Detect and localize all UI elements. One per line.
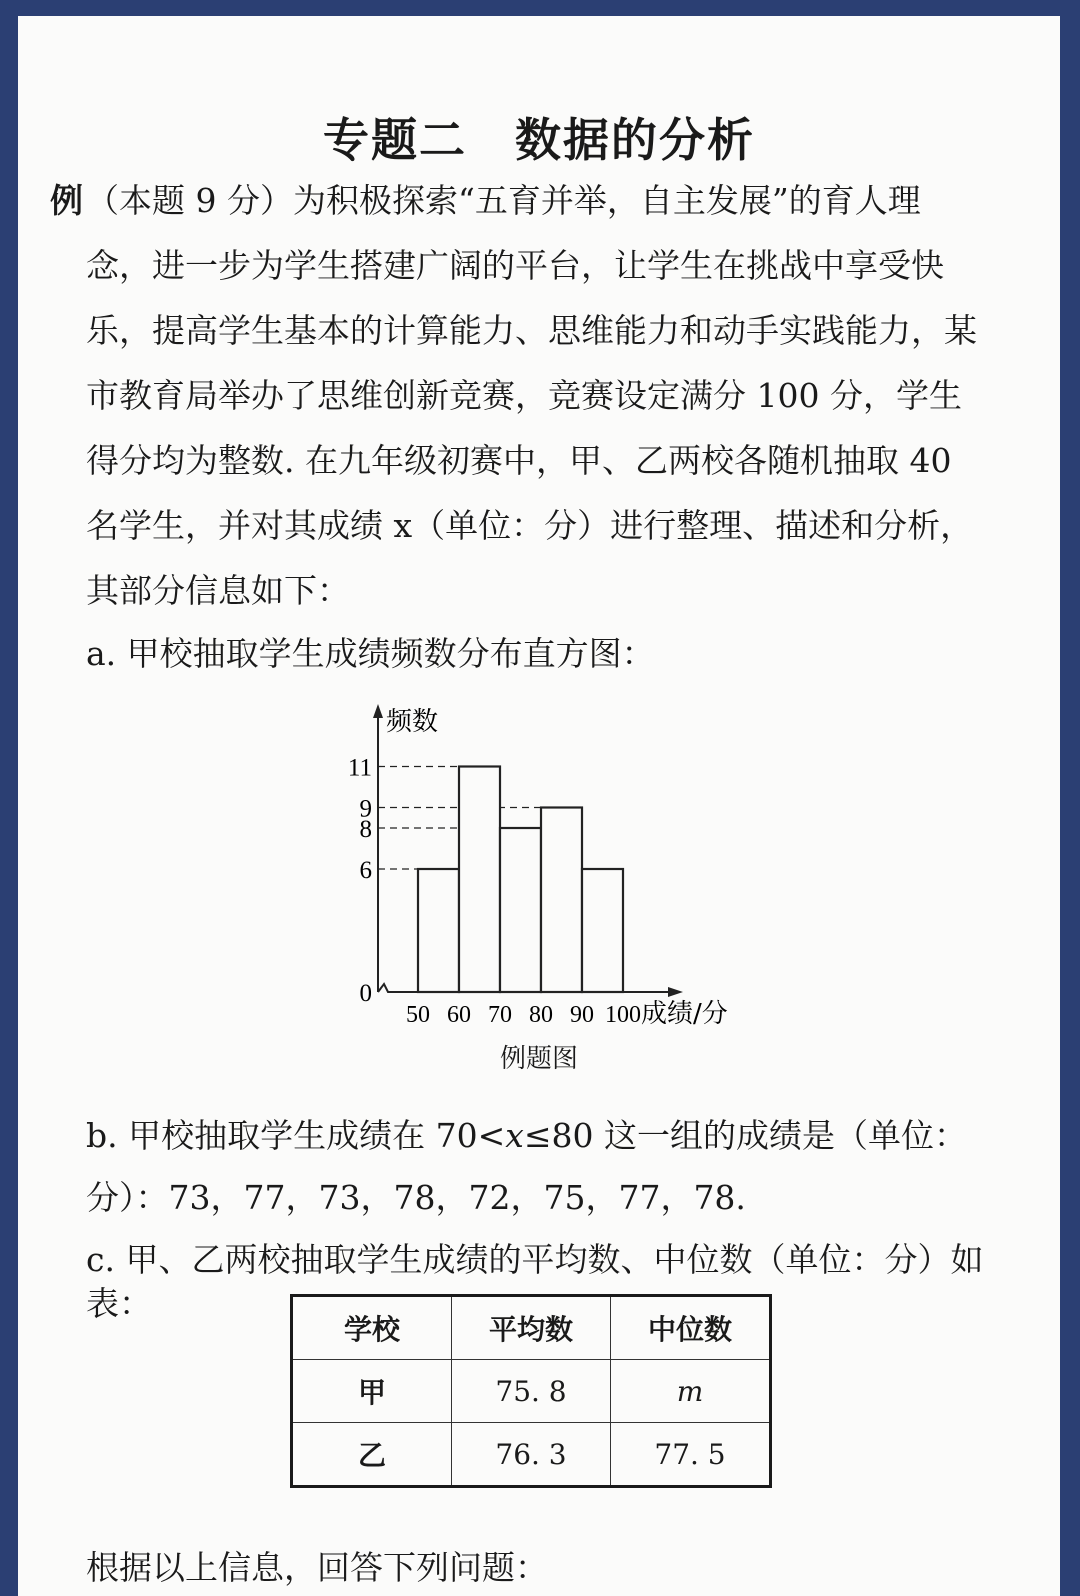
x-axis-arrow <box>668 987 683 997</box>
page-title: 专题二 数据的分析 <box>323 113 755 167</box>
header-median: 中位数 <box>611 1296 771 1360</box>
x-tick-label: 100 <box>605 1002 641 1028</box>
histogram-chart <box>338 692 778 1032</box>
item-b-variable: x <box>505 1116 524 1155</box>
y-axis-label: 频数 <box>386 707 439 737</box>
histogram-bar <box>459 767 500 993</box>
x-tick-label: 60 <box>447 1002 471 1028</box>
x-axis-label: 成绩/分 <box>641 999 728 1029</box>
y-tick-label: 6 <box>359 857 372 884</box>
y-tick-label: 9 <box>359 795 372 823</box>
table-row <box>292 1360 771 1423</box>
example-body: （本题 9 分）为积极探索“五育并举，自主发展”的育人理念，进一步为学生搭建广阔的平台，让学生在挑战中享受快乐，提高学生基本的计算能力、思维能力和动手实践能力，某市教育局举办了思维创新竞赛，竞赛设定满分 100 分，学生得分均为整数. 在九年级初赛中，甲、乙两校各随机抽取 40 名学生，并对其成绩 x（单位：分）进行整理、描述和分析，其部分信息如下： <box>86 181 977 610</box>
cell-mean: 76. 3 <box>452 1423 611 1487</box>
cell-school: 乙 <box>292 1423 452 1487</box>
histogram-bar <box>541 808 582 993</box>
histogram-bar <box>582 869 623 992</box>
y-axis-arrow <box>373 704 383 718</box>
x-tick-label: 50 <box>406 1002 430 1028</box>
table-row <box>292 1423 771 1487</box>
y-tick-label: 8 <box>359 816 372 843</box>
y-tick-label: 0 <box>359 980 372 1007</box>
item-b-line2: 分）：73，77，73，78，72，75，77，78. <box>86 1178 746 1217</box>
item-a-text: a. 甲校抽取学生成绩频数分布直方图： <box>86 634 655 673</box>
header-mean: 平均数 <box>452 1296 611 1360</box>
example-label: 例 <box>50 181 83 220</box>
cell-median: 77. 5 <box>611 1423 771 1487</box>
x-tick-label: 90 <box>570 1002 594 1028</box>
page <box>18 16 1060 1596</box>
chart-caption: 例题图 <box>499 1044 578 1074</box>
cell-median: m <box>611 1360 771 1423</box>
histogram-bar <box>500 828 541 992</box>
table-header-row <box>292 1296 771 1360</box>
header-school: 学校 <box>292 1296 452 1360</box>
axis-break <box>378 984 418 992</box>
y-tick-label: 11 <box>347 754 372 782</box>
histogram-bar <box>418 869 459 992</box>
item-b-part1: b. 甲校抽取学生成绩在 70< <box>86 1116 506 1155</box>
stats-table <box>290 1294 772 1488</box>
cell-school: 甲 <box>292 1360 452 1423</box>
item-b-line1 <box>86 1114 996 1158</box>
x-tick-label: 80 <box>529 1002 553 1028</box>
example-paragraph <box>50 168 986 623</box>
item-b-part2: ≤80 这一组的成绩是（单位： <box>523 1116 968 1155</box>
cell-mean: 75. 8 <box>452 1360 611 1423</box>
x-tick-label: 70 <box>488 1002 512 1028</box>
question-intro: 根据以上信息，回答下列问题： <box>86 1548 548 1587</box>
item-c-text: c. 甲、乙两校抽取学生成绩的平均数、中位数（单位：分）如表： <box>86 1240 984 1323</box>
